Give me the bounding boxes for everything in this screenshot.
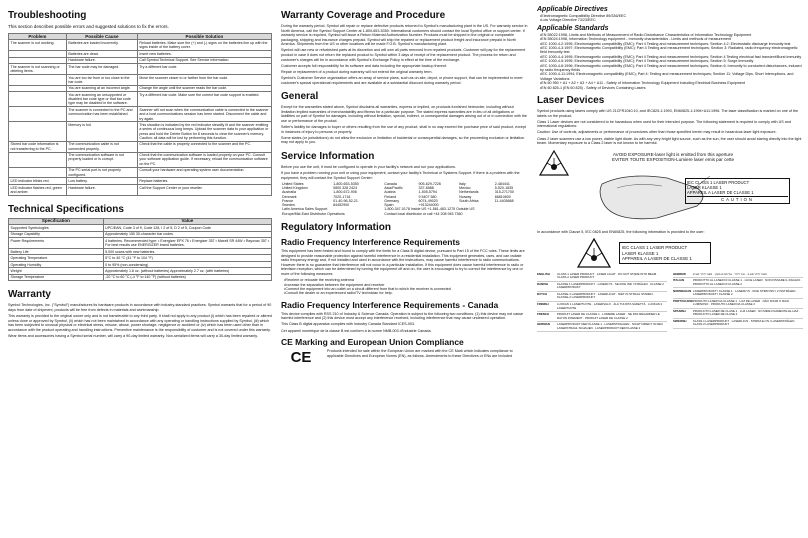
table-cell: United States xyxy=(282,181,304,186)
label-caution-text: CAUTION xyxy=(687,196,788,202)
language-name: GERMAN xyxy=(537,322,550,327)
table-cell: 0 to 95% (non-condensing) xyxy=(103,261,271,267)
label-klasse-text: LASER KLASSE 1 xyxy=(687,184,722,190)
language-text: PRODUTO LASER DA CLASSE 1 · LUZ DE LASER · NÃO FIXAR O RAIO LUMINOSO · PRODUTO LASER DA CLASSE 2 xyxy=(693,298,790,307)
table-cell: 1-800-672-906 xyxy=(333,190,357,195)
warranty-paragraph: Wear items and accessories having a Symbol serial number, will carry a 90-day limited warranty. Non-serialized items will carry a 30-day limited warranty. xyxy=(8,333,258,338)
table-cell: The communication cable is not connected properly. xyxy=(66,141,137,152)
table-header: Possible Cause xyxy=(66,34,137,40)
language-text: LASERPRODUKT I KLASSE 1 · LASERLYS · IKKE STIRR INN I LYSSTRÅLEN · LASERPRODUKT I KLASSE 2 xyxy=(693,288,798,296)
table-cell: The bar code may be damaged. xyxy=(66,64,137,75)
table-cell: 905-629-7226 xyxy=(418,181,441,186)
label-avoid-text: AVOID EXPOSURE-laser light is emitted from this aperture xyxy=(612,151,734,157)
table-cell: 1-800-347-0178 Inside US +1-561-483-1275 Outside US xyxy=(384,207,475,212)
table-cell: 1-505-5794 xyxy=(418,190,437,195)
warranty-paragraph: This warranty is provided to the original owner only and is not transferable to any third party. It shall not apply to any product (i) which has been repaired or altered unless done or approved by Symbol, (ii) which has not been maintained in accordance with any operating or handling instructions supplied by Symbol, (iii) which has been subjected to unusual physical or electrical stress, misuse, abuse, power shortage, negligence or accident or (iv) which has been used other than in accordance with the product operating and handling instructions. Preventive maintenance is the responsibility of customer and is not covered under this warranty. xyxy=(8,314,272,332)
list-item: • Increase the separation between the equipment and receiver xyxy=(284,283,529,287)
table-cell: Scanner will not scan when the communication cable is connected to the scanner and a host communications session has been started. Disconnect the cable and try again. xyxy=(137,107,271,122)
table-cell: Contact local distributor or call +44 208 945 7360 xyxy=(384,211,463,216)
table-cell: Battery Life xyxy=(9,248,104,254)
list-item: • EN 60 825-1 (EN 60 825) - Safety of Devices Containing Lasers xyxy=(540,86,803,90)
table-cell xyxy=(9,152,67,167)
table-row xyxy=(537,302,667,312)
table-cell: Europe/Mid-East Distributor Operations xyxy=(282,211,345,216)
language-text: PRODUCTO LASER DE CLASE 1 · LUZ LASER · NO MIRE FIJAMENTE EL HAZ · PRODUCTO LASER DE CLASE 2 xyxy=(693,308,800,317)
table-row xyxy=(9,184,272,195)
directives-list xyxy=(540,14,803,23)
language-text: KLASSE 1 LASERPRODUKT · LASERLYS · SE IKKE IND I STRÅLEN · KLASSE 2 LASERPRODUKT xyxy=(557,281,664,290)
table-header: Specification xyxy=(9,218,104,224)
table-cell: 9 5407 580 xyxy=(418,194,437,199)
table-cell: Try a different bar code. xyxy=(137,64,271,75)
column-middle xyxy=(281,4,529,536)
warn-class1-text: IEC CLASS 1 LASER PRODUCT xyxy=(622,245,688,251)
table-cell: Storage Temperature xyxy=(9,274,104,280)
laser-class-label xyxy=(685,178,790,204)
language-name: FINNISH xyxy=(537,302,549,307)
table-row xyxy=(673,319,803,329)
list-item: • IEC 1000-4-4:1995; Electromagnetic compatibility (EMC); Part 4 Testing and measurement techniques; Section 4 Testing electrical fast transient/Burst immunity xyxy=(540,55,803,59)
table-cell: Operating Temperature xyxy=(9,255,104,261)
table-cell: Approximately 150 30-character bar codes xyxy=(103,231,271,237)
table-cell: Stored bar code information is not transferring to the PC. xyxy=(9,141,67,152)
table-cell: +913244000 xyxy=(418,203,439,208)
table-cell: Change the angle until the scanner reads the bar code. xyxy=(137,85,271,91)
laser-warning-icon xyxy=(539,150,569,176)
list-item: • EN 60 950 + A1 + A2 + A3 + A4 + A11 - Safety of Information Technology Equipment Including Electrical Business Equipment xyxy=(540,81,803,85)
table-cell: Latin America Sales Support xyxy=(282,207,328,212)
table-row xyxy=(537,322,667,332)
coverage-paragraph: Symbol's Customer Service organization offers an array of service plans, such as on-site, depot, or phone support, that can be implemented to meet customer's special operational requirements and are available at a substantial discount during warranty period. xyxy=(281,75,523,85)
table-row xyxy=(673,288,803,298)
ce-block xyxy=(281,349,529,367)
list-item: • IEC 1000-4-6:1996; Electromagnetic compatibility (EMC); Part 4 Testing and measurement techniques; Section 6: Immunity to conducted disturbances, induced by radio frequency fields xyxy=(540,64,803,73)
table-row xyxy=(537,292,667,302)
table-cell: 315-271700 xyxy=(494,190,514,195)
applicable-directives-title: Applicable Directives xyxy=(537,6,608,13)
table-cell: Move the scanner closer to or farther from the bar code. xyxy=(137,75,271,86)
table-row xyxy=(673,271,803,278)
table-cell: 5-520-1835 xyxy=(494,185,514,190)
table-cell: Batteries are loaded incorrectly. xyxy=(66,40,137,51)
rf-title: Radio Frequency Interference Requirements xyxy=(281,237,461,248)
table-cell: 6074-49020 xyxy=(418,198,438,203)
service-title: Service Information xyxy=(281,150,375,162)
table-cell: The PC serial port is not properly configured. xyxy=(66,167,137,178)
specs-table xyxy=(8,218,272,282)
table-cell: Sweden xyxy=(282,203,295,208)
table-row xyxy=(9,141,272,152)
table-cell: Check that the communication software is loaded properly on your PC. Consult your software application guide. If necessary, reload the communication software on the PC. xyxy=(137,152,271,167)
language-name: DUTCH xyxy=(537,291,548,296)
table-row xyxy=(9,238,272,249)
table-cell: -20 °C to 60 °C (-4 °F to 140 °F) (without batteries) xyxy=(103,274,271,280)
list-item: • Consult the dealer or an experienced radio/TV technician for help. xyxy=(284,291,529,295)
specs-title: Technical Specifications xyxy=(8,203,124,215)
table-row xyxy=(281,212,529,216)
table-cell: 0800 328 2424 xyxy=(333,185,358,190)
table-cell xyxy=(9,122,67,141)
list-item: • EN 55022:1998, Limits and Methods of Measurement of Radio Disturbance Characteristics of Information Technology Equipment xyxy=(540,33,803,37)
laser-warning-label xyxy=(577,238,803,268)
language-text: מוצר לייזר סוג 1 · אור לייזר · אל תביט בקרן · מוצר לייזר סוג 2 xyxy=(693,271,767,276)
coverage-paragraph: Symbol will use new or refurbished parts at its discretion and will own all parts removed from repaired products. Customer will pay for the replacement product in case it does not return the replaced product to Symbol within 3 days of receipt of the replacement product. The process for return and customer's charges will be in accordance with Symbol's Exchange Policy in effect at the time of the exchange. xyxy=(281,48,526,62)
table-cell: 2-484441 xyxy=(494,181,510,186)
table-row xyxy=(9,107,272,122)
general-paragraph: Some states (or jurisdictions) do not allow the exclusion or limitation of incidental or consequential damages, so the proceeding exclusion or limitation may not apply to you. xyxy=(281,135,525,145)
table-cell: Mexico xyxy=(459,185,471,190)
rf-canada-paragraph: This Class B digital apparatus complies with Industry Canada Standard ICES-003. xyxy=(281,322,416,327)
table-header: Possible Solution xyxy=(137,34,271,40)
coverage-paragraph: Repair or replacement of a product during warranty will not extend the original warranty term. xyxy=(281,69,433,74)
table-cell: Spain xyxy=(384,203,394,208)
list-item: • EN 55024:1998, Information Technology equipment - Immunity characteristics - Limits and methods of measurement xyxy=(540,37,803,41)
coverage-paragraph: During the warranty period, Symbol will repair or replace defective products returned to Symbol's manufacturing plant in the US. For warranty service in North America, call the Symbol Support Center at 1-800-653-5350. International customers should contact the local Symbol office or support center. If warranty service is required, Symbol will issue a Return Material Authorization Number. Products must be shipped in the original or comparable packaging, shipping and insurance charges prepaid. Symbol will ship the repaired or replacement product freight and insurance prepaid in North America. Shipments from the US or other locations will be made F.O.B. Symbol's manufacturing plant. xyxy=(281,24,528,47)
coverage-paragraph: Customer accepts full responsibility for its software and data including the appropriate backup thereof. xyxy=(281,63,448,68)
table-cell: LED indicator blinks red. xyxy=(9,178,67,184)
table-cell: LED indicator flashes red, green and amber. xyxy=(9,184,67,195)
general-paragraph: Seller's liability for damages to buyer or others resulting from the use of any product, shall in no way exceed the purchase price of said product, except in instances of injury to persons or property. xyxy=(281,125,527,134)
rf-canada-paragraph: Cet appareil numérique de la classe B est conform à la norme NMB-003 d'Industrie Canada. xyxy=(281,328,432,333)
list-item: • IEC 1000-4-3:1997; Electromagnetic Compatibility (EMC): Part 4 Testing and measurement techniques; Section 3: Radiated, radio frequency electromagnetic field immunity test xyxy=(540,46,803,55)
table-cell: This situation is indicated by the red indicator steadily lit and the scanner emitting a series of continuous long beeps. Upload the scanner data to your application or press and hold the Delete Button for 8 seconds to clear the scanner's memory. Caution: all data will be lost by performing this function. xyxy=(137,122,271,141)
service-paragraph: Before you use the unit, it must be configured to operate in your facility's network and run your applications. xyxy=(281,164,456,169)
table-cell: Italy xyxy=(459,181,466,186)
table-row xyxy=(537,312,667,322)
table-cell: Operating Humidity xyxy=(9,261,104,267)
coverage-title: Warranty Coverage and Procedure xyxy=(281,10,446,21)
regulatory-title: Regulatory Information xyxy=(281,222,392,234)
language-text: LASERPRODUKT DER KLASSE 1 · LASERSTRAHLEN · NICHT DIREKT IN DEN LASERSTRAHL SCHAUEN · LASERPRODUKT DER KLASSE 2 xyxy=(557,322,663,330)
table-cell: The scanner is not working. xyxy=(9,40,67,51)
warranty-paragraph: Symbol Technologies, Inc. ("Symbol") manufactures its hardware products in accordance with industry-standard practices. Symbol warrants that for a period of 90 days from date of shipment, products will be free from defects in materials and workmanship. xyxy=(8,303,272,312)
label-eviter-text: EVITER TOUTE EXPOSITION-Lumiere laser emis par cette xyxy=(611,157,735,163)
warn-appareil-text: APPAREIL A LASER DE CLASSE 1 xyxy=(622,256,692,262)
language-name: DANISH xyxy=(537,281,549,286)
table-cell xyxy=(9,75,67,86)
troubleshooting-title: Troubleshooting xyxy=(8,10,87,21)
language-name: FRENCH xyxy=(537,312,550,317)
table-cell: Consult your hardware and operating system user documentation. xyxy=(137,167,271,178)
table-row xyxy=(9,274,272,280)
scanner-label-figure xyxy=(537,148,803,228)
table-cell: Reload batteries. Make sure the (+) and (-) signs on the batteries line up with the signs inside of the battery cover. xyxy=(137,40,271,51)
list-item: • Reorient or relocate the receiving antenna xyxy=(284,278,529,282)
general-paragraph: Except for the warranties stated above, Symbol disclaims all warranties, express or implied, on products furnished hereunder, including without limitation implied warranties of merchantability and fitness for a particular purpose. The stated express warranties are in lieu of all obligations or liabilities on part of Symbol for damages, including without limitation, special, indirect, or consequential damages arising out of or in connection with the use or performance of the product. xyxy=(281,105,527,123)
table-cell: Australia xyxy=(282,190,296,195)
table-row xyxy=(9,64,272,75)
table-cell: 5,000 scans with new batteries. xyxy=(103,248,271,254)
table-cell: Storage Capability xyxy=(9,231,104,237)
table-row xyxy=(673,309,803,319)
table-cell: Austria xyxy=(384,190,396,195)
table-cell: United Kingdom xyxy=(282,185,308,190)
table-cell: You are too far from or too close to the bar code. xyxy=(66,75,137,86)
table-cell xyxy=(9,167,67,178)
table-cell: Approximately 1.8 oz. (without batteries) Approximately 2.7 oz. (with batteries) xyxy=(103,268,271,274)
troubleshooting-intro: This section describes possible errors and suggested solutions to fix the errors. xyxy=(8,24,169,29)
table-cell: South Africa xyxy=(459,198,479,203)
table-cell xyxy=(9,107,67,122)
table-cell: Supported Symbologies xyxy=(9,225,104,231)
table-cell: Hardware failure. xyxy=(66,57,137,63)
table-cell: Weight xyxy=(9,268,104,274)
rf-canada-paragraph: This device complies with RSS 210 of Industry & Science Canada. Operation is subject to the following two conditions: (1) this device may not cause harmful interference and (2) this device must accept any interference received, including interference that may cause undesired operation. xyxy=(281,311,524,321)
table-cell: Germany xyxy=(384,198,400,203)
table-header: Value xyxy=(103,218,271,224)
table-cell: UPC/EAN, Code 3 of 9, Code 128, I 2 of 5, D 2 of 5, Coupon Code xyxy=(103,225,271,231)
table-row xyxy=(537,271,667,281)
table-cell: 1-800-653-5350 xyxy=(333,181,359,186)
table-cell: 11-4405668 xyxy=(494,198,514,203)
table-cell: The scanner is connected to the PC and communication has been established. xyxy=(66,107,137,122)
column-right xyxy=(537,4,803,536)
table-cell: Denmark xyxy=(282,194,297,199)
table-cell: The scanner is not scanning or deleting items. xyxy=(9,64,67,75)
laser-paragraph: Class 2 laser scanners use a low power, visible light diode. As with any very bright light source, such as the sun, the user should avoid staring directly into the light beam. Momentary exposure to a Class 2 laser is not known to be harmful. xyxy=(537,136,802,146)
language-text: PRODOTTO AL LASER DI CLASSE 1 · LUCE LASER · NON FISSARE IL RAGGIO · PRODOTTO AL LASER DI CLASSE 2 xyxy=(693,278,802,286)
table-cell: 7020-1718 xyxy=(333,194,351,199)
table-row xyxy=(9,92,272,107)
table-cell: Replace batteries. xyxy=(137,178,271,184)
table-cell: Hardware failure. xyxy=(66,184,137,195)
language-text: PRODUIT LASER DE CLASSE 1 · LUMIERE LASER · NE PAS REGARDER LE RAYON FIXEMENT · PRODUIT LASER DE CLASSE 2 xyxy=(557,312,660,320)
list-item: • IEC 1000-4-11:1994; Electromagnetic compatibility (EMC); Part 4: Testing and measurement techniques; Section 11: Voltage Dips, Short Interruptions, and Voltage Variations xyxy=(540,72,803,81)
troubleshooting-table xyxy=(8,33,272,196)
table-cell: 4 batteries. Recommended type: • Energizer EPX 76 • Energizer 357 • Maxell SR 44W • Rayovac 357 • For best results use ENERGIZER brand batteries. xyxy=(103,238,271,249)
language-name: NORWEGIAN xyxy=(673,288,692,293)
applicable-standards-title: Applicable Standards xyxy=(537,24,609,32)
table-row xyxy=(673,299,803,309)
table-cell: Call the Support Center or your reseller. xyxy=(137,184,271,195)
table-row xyxy=(9,152,272,167)
table-cell: Power Requirements xyxy=(9,238,104,249)
table-cell: France xyxy=(282,198,294,203)
language-text: KLASSE-1 LASERPRODUKT · LASERLICHT · NIET IN STRAAL STAREN · KLASSE-2 LASERPRODUKT xyxy=(557,291,655,300)
compliance-note: In accordance with Clause 5, IEC 0825 and EN60825, the following information is provided to the user: xyxy=(537,229,705,234)
language-name: ITALIAN xyxy=(673,278,685,283)
list-item: • Low Voltage Directive 73/23/EEC xyxy=(540,18,803,22)
table-row xyxy=(9,167,272,178)
list-item: • IEC 1000-4-2:1995; Electromagnetic compatibility (EMC); Part 4 Testing and measurement techniques; Section 4.2: Electrostatic discharge immunity test xyxy=(540,42,803,46)
table-row xyxy=(9,40,272,51)
laser-hazard-icon xyxy=(577,238,611,268)
list-item: • Connect the equipment into an outlet on a circuit different from that to which the receiver is connected xyxy=(284,287,529,291)
table-row xyxy=(9,122,272,141)
ce-title: CE Marking and European Union Compliance xyxy=(281,337,464,348)
ce-paragraph: Products intended for sale within the European Union are marked with the CE Mark which indicates compliance to applicable Directives and European Norms (EN), as follows. Amendments to these Directives or ENs are included xyxy=(327,349,513,358)
language-name: HEBREW xyxy=(673,271,686,276)
table-cell: Finland xyxy=(384,194,397,199)
label-class1-text: IEC CLASS 1 LASER PRODUCT xyxy=(687,179,750,185)
list-item: • IEC 1000-4-5:1995; Electromagnetic compatibility (EMC); Part 4 Testing and measurement techniques; Section 5: Surge Immunity xyxy=(540,59,803,63)
laser-paragraph: Class 1 Laser devices are not considered to be hazardous when used for their intended purpose. The following statement is required to comply with US and international regulations: xyxy=(537,119,791,129)
table-header: Problem xyxy=(9,34,67,40)
table-cell: 337-6588 xyxy=(418,185,434,190)
table-cell: Call Symbol Technical Support. See Service Information. xyxy=(137,57,271,63)
laser-paragraph: Symbol products using lasers comply with US 21CFR1040.10, and IEC825-1:1993, EN60825-1:1994+A11:1996. The laser classification is marked on one of the labels on the product. xyxy=(537,109,799,118)
language-text: LUOKAN 1 LASERTUOTE · LASERVALO · ÄLÄ TUIJOTA SÄDETTÄ · LUOKAN 2 LASERTUOTE xyxy=(557,302,663,310)
table-row xyxy=(537,282,667,292)
language-name: SWEDISH xyxy=(673,319,687,324)
table-cell: Asia/Pacific xyxy=(384,185,403,190)
laser-caution: Caution: Use of controls, adjustments or performance of procedures other than those specified herein may result in hazardous laser light exposure. xyxy=(537,130,777,135)
warn-klasse-text: LASER KLASSE 1 xyxy=(622,250,659,256)
table-cell: You are scanning an unsupported or disabled bar code type or that bar code type may be disabled in the software. xyxy=(66,92,137,107)
language-text: KLASS 1 LASERPRODUKT · LASERLJUS · STIRRA EJ IN I LASERSTRÅLEN · KLASS 2 LASERPRODUKT xyxy=(693,319,797,327)
table-cell: Netherlands xyxy=(459,190,479,195)
laser-title: Laser Devices xyxy=(537,95,605,107)
standards-list xyxy=(540,33,803,90)
table-cell xyxy=(9,92,67,107)
warranty-title: Warranty xyxy=(8,289,51,301)
table-cell: 01-40-96-52-21 xyxy=(333,198,358,203)
table-cell: Insert new batteries. xyxy=(137,51,271,57)
table-cell: Canada xyxy=(384,181,397,186)
label-appareil-text: APPAREIL A LASER DE CLASSE 1 xyxy=(687,189,754,195)
table-row xyxy=(9,75,272,86)
column-left xyxy=(8,4,272,536)
rf-canada-title: Radio Frequency Interference Requirements - Canada xyxy=(281,299,499,310)
list-item: • Electromagnetic Compatibility Directive 89/336/EEC xyxy=(540,14,803,18)
language-name: SPANISH xyxy=(673,308,686,313)
rf-paragraph: This equipment has been tested and found to comply with the limits for a Class B digital device, pursuant to Part 15 of the FCC rules. These limits are designed to provide reasonable protection against harmful interference in a residential installation. This equipment generates, uses, and can radiate radio frequency energy and, if not installed and used in accordance with the instructions, may cause harmful interference to radio communications. However there is no guarantee that interference will not occur in a particular installation. If this equipment does cause harmful interference to radio or television reception, which can be determined by turning the equipment off and on, the user is encouraged to try to correct the interference by one or more of the following measures: xyxy=(281,249,525,276)
language-name: PORTUGUESE xyxy=(673,298,694,303)
table-cell: 84452900 xyxy=(333,203,350,208)
general-title: General xyxy=(281,91,319,103)
table-cell: Low battery. xyxy=(66,178,137,184)
table-cell: 5°C to 40 °C (41 °F to 104 °F) xyxy=(103,255,271,261)
table-cell: Try a different bar code. Make sure the correct bar code support is enabled. xyxy=(137,92,271,107)
table-cell: The communication software is not properly loaded or is corrupt. xyxy=(66,152,137,167)
rf-bullet-list xyxy=(284,278,529,296)
language-labels-table xyxy=(537,271,803,332)
support-phone-table xyxy=(281,182,529,216)
table-cell: Norway xyxy=(459,194,472,199)
ce-mark-icon: CE xyxy=(290,349,312,367)
table-cell: Batteries are dead. xyxy=(66,51,137,57)
table-cell: You are scanning at an incorrect angle. xyxy=(66,85,137,91)
table-cell: 66810600 xyxy=(494,194,511,199)
language-name: ENGLISH xyxy=(537,271,550,276)
language-text: CLASS 1 LASER PRODUCT · LASER LIGHT · DO NOT STARE INTO BEAM · CLASS 2 LASER PRODUCT xyxy=(557,271,658,279)
table-cell: Check that the cable is properly connected to the scanner and the PC. xyxy=(137,141,271,152)
service-paragraph: If you have a problem running your unit or using your equipment, contact your facility's Technical or Systems Support. If there is a problem with the equipment, they will contact the Symbol Support Center: xyxy=(281,170,520,180)
table-row xyxy=(673,278,803,288)
table-cell: Memory is full. xyxy=(66,122,137,141)
